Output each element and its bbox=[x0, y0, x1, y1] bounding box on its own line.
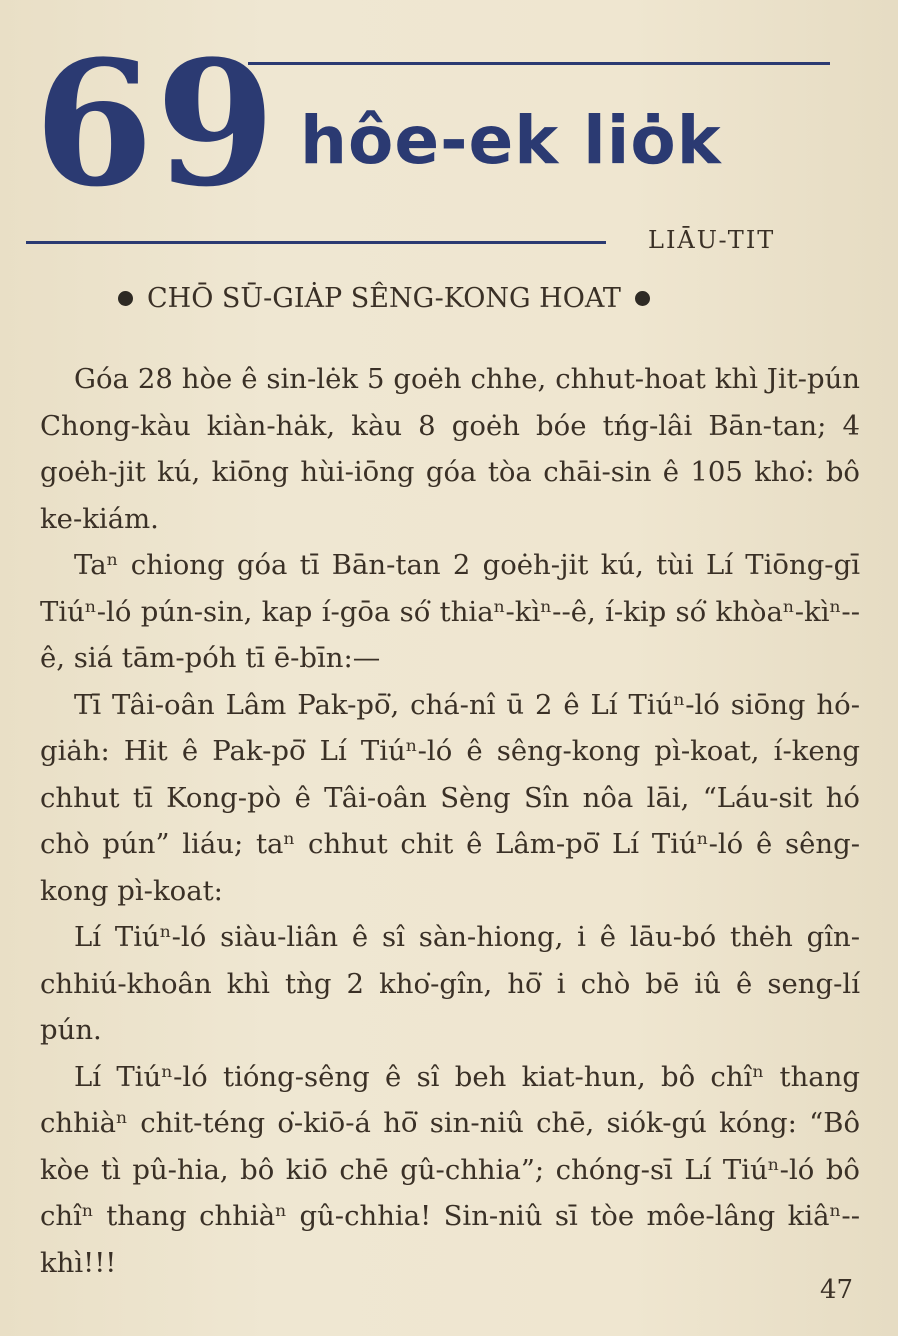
author-name: LIĀU-TIT bbox=[648, 226, 776, 254]
paragraph: Lí Tiúⁿ-ló siàu-liân ê sî sàn-hiong, i ê lāu-bó thėh gîn-chhiú-khoân khì tǹg 2 kho͘-gîn, hō͘ i chò bē iû ê seng-lí pún. bbox=[40, 921, 860, 1046]
paragraph: Góa 28 hòe ê sin-lėk 5 goėh chhe, chhut-hoat khì Jit-pún Chong-kàu kiàn-hȧk, kàu 8 goėh bóe tńg-lâi Bān-tan; 4 goėh-jit kú, kiōng hùi-iōng góa tòa chāi-sin ê 105 kho͘: bô ke-kiám. bbox=[40, 363, 860, 535]
top-rule bbox=[248, 62, 830, 65]
paragraph: Tī Tâi-oân Lâm Pak-pō͘, chá-nî ū 2 ê Lí Tiúⁿ-ló siōng hó-giȧh: Hit ê Pak-pō͘ Lí Tiúⁿ-ló ê sêng-kong pì-koat, í-keng chhut tī Kong-pò ê Tâi-oân Sèng Sîn nôa lāi, “Láu-sit hó chò pún” liáu; taⁿ chhut chit ê Lâm-pō͘ Lí Tiúⁿ-ló ê sêng-kong pì-koat: bbox=[40, 688, 860, 907]
section-heading bbox=[118, 283, 758, 314]
page-number: 47 bbox=[820, 1275, 854, 1305]
section-heading-text: CHŌ SŪ-GIȦP SÊNG-KONG HOAT bbox=[147, 283, 621, 314]
chapter-title: hôe-ek liȯk bbox=[300, 102, 722, 179]
article-body bbox=[40, 356, 860, 1286]
bullet-left-icon bbox=[118, 291, 133, 306]
bottom-rule bbox=[26, 241, 606, 244]
paragraph: Taⁿ chiong góa tī Bān-tan 2 goėh-jit kú, tùi Lí Tiōng-gī Tiúⁿ-ló pún-sin, kap í-gōa só͘ thiaⁿ-kìⁿ--ê, í-kip só͘ khòaⁿ-kìⁿ--ê, siá tām-póh tī ē-bīn:— bbox=[40, 549, 860, 674]
bullet-right-icon bbox=[635, 291, 650, 306]
paragraph: Lí Tiúⁿ-ló tióng-sêng ê sî beh kiat-hun, bô chîⁿ thang chhiàⁿ chit-téng o͘-kiō-á hō͘ sin-niû chē, siók-gú kóng: “Bô kòe tì pû-hia, bô kiō chē gû-chhia”; chóng-sī Lí Tiúⁿ-ló bô chîⁿ thang chhiàⁿ gû-chhia! Sin-niû sī tòe môe-lâng kiâⁿ--khì!!! bbox=[40, 1060, 860, 1279]
chapter-number: 69 bbox=[34, 22, 278, 225]
